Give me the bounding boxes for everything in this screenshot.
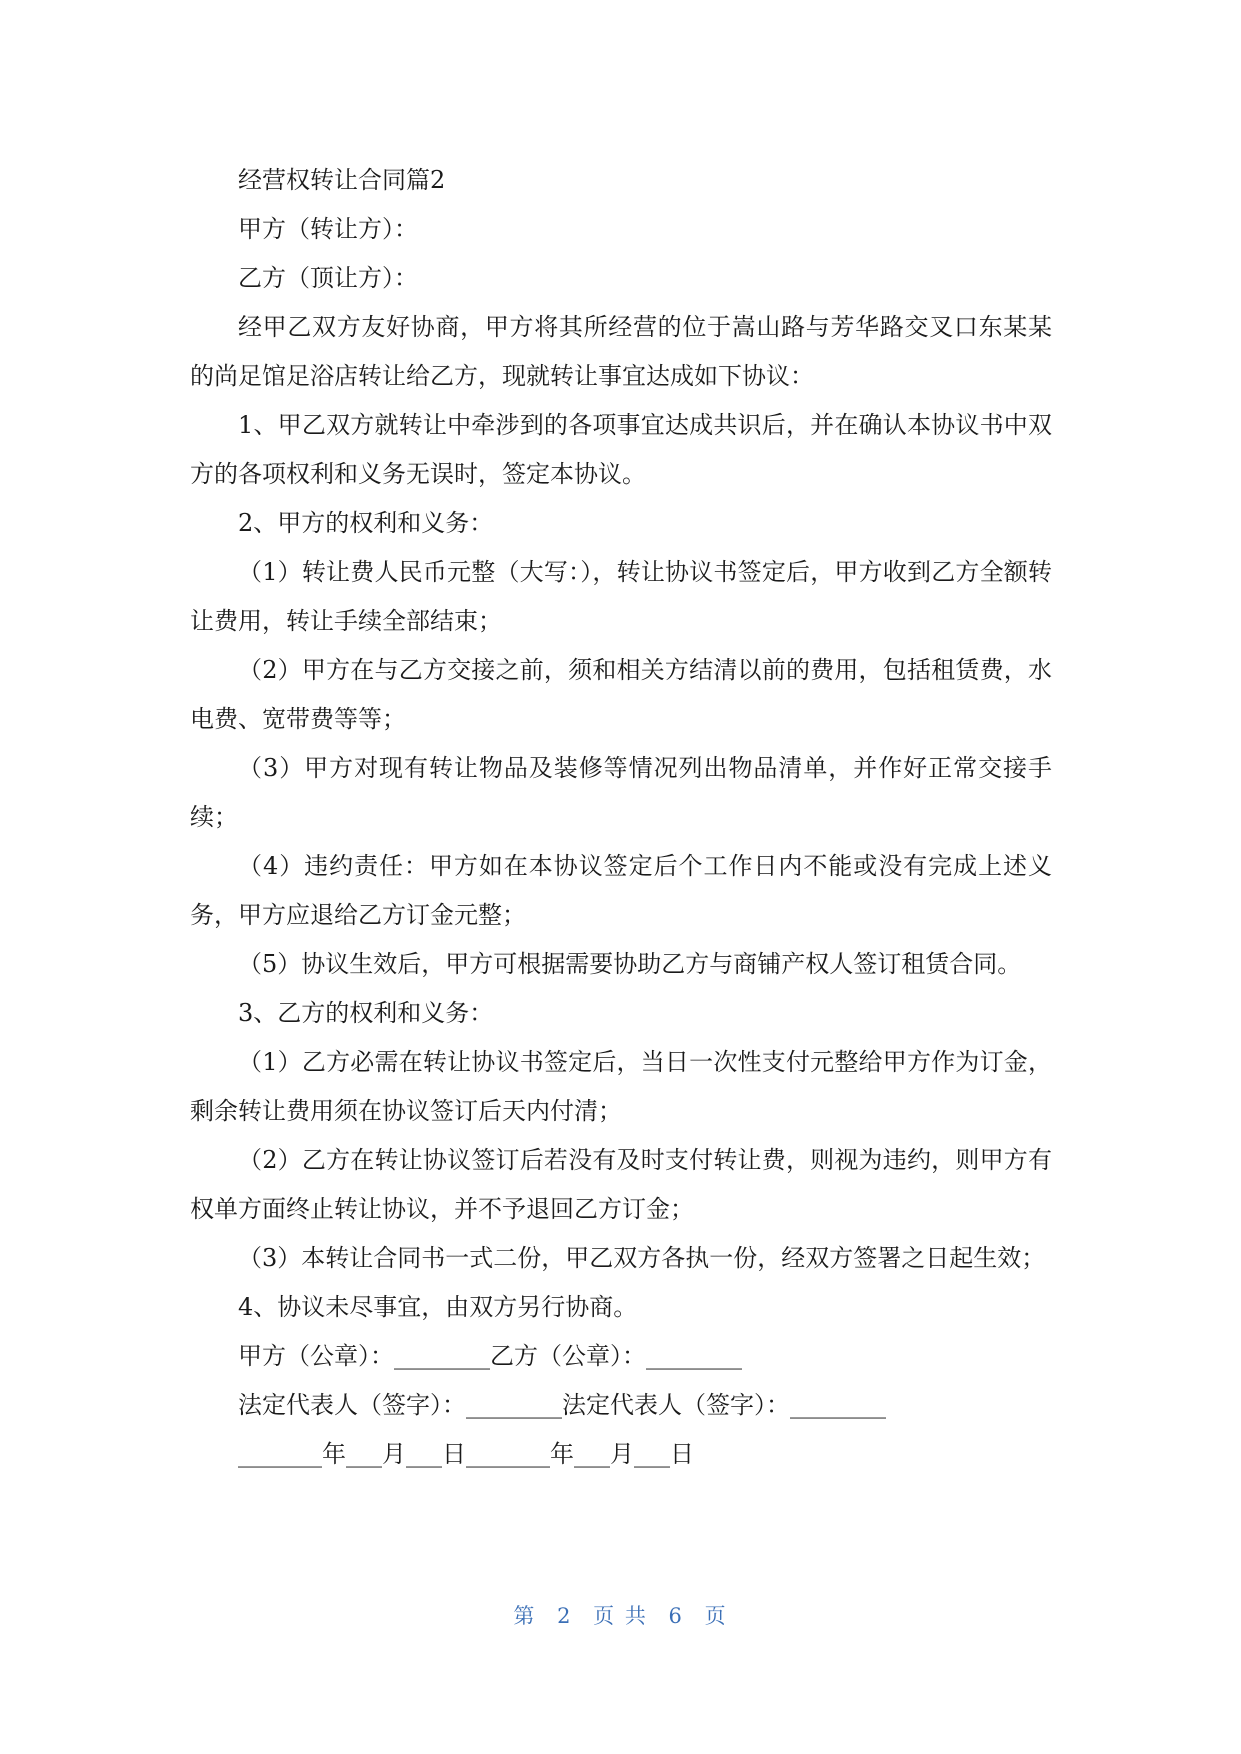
footer-total-pages: 6: [668, 1604, 684, 1628]
signature-date-line: _______年___月___日_______年___月___日: [238, 1440, 694, 1468]
clause-2-item-1: （1）转让费人民币元整（大写：），转让协议书签定后，甲方收到乙方全额转让费用，转让手续全部结束；: [190, 558, 1052, 635]
party-a-line: 甲方（转让方）：: [238, 215, 418, 243]
clause-3-item-3: （3）本转让合同书一式二份，甲乙双方各执一份，经双方签署之日起生效；: [238, 1244, 1046, 1272]
party-b-line: 乙方（顶让方）：: [238, 264, 418, 292]
intro-paragraph: 经甲乙双方友好协商，甲方将其所经营的位于嵩山路与芳华路交叉口东某某的尚足馆足浴店转让给乙方，现就转让事宜达成如下协议：: [190, 313, 1052, 390]
signature-seal-line: 甲方（公章）：________乙方（公章）：________: [238, 1342, 742, 1370]
clause-3-item-2: （2）乙方在转让协议签订后若没有及时支付转让费，则视为违约，则甲方有权单方面终止转让协议，并不予退回乙方订金；: [190, 1146, 1052, 1223]
clause-3-title: 3、乙方的权利和义务：: [238, 999, 494, 1027]
footer-label-ye: 页: [704, 1604, 728, 1628]
footer-current-page: 2: [557, 1604, 573, 1628]
clause-2-item-3: （3）甲方对现有转让物品及装修等情况列出物品清单，并作好正常交接手续；: [190, 754, 1052, 831]
clause-2-item-2: （2）甲方在与乙方交接之前，须和相关方结清以前的费用，包括租赁费，水电费、宽带费等等；: [190, 656, 1052, 733]
clause-2-title: 2、甲方的权利和义务：: [238, 509, 494, 537]
page-footer: [0, 1600, 1241, 1630]
document-body: [190, 156, 1052, 1479]
clause-1: 1、甲乙双方就转让中牵涉到的各项事宜达成共识后，并在确认本协议书中双方的各项权利和义务无误时，签定本协议。: [190, 411, 1052, 488]
clause-3-item-1: （1）乙方必需在转让协议书签定后，当日一次性支付元整给甲方作为订金，剩余转让费用须在协议签订后天内付清；: [190, 1048, 1052, 1125]
signature-representative-line: 法定代表人（签字）：________法定代表人（签字）：________: [238, 1391, 886, 1419]
clause-4: 4、协议未尽事宜，由双方另行协商。: [238, 1293, 638, 1321]
footer-label-ye-gong: 页 共: [593, 1604, 648, 1628]
clause-2-item-4: （4）违约责任：甲方如在本协议签定后个工作日内不能或没有完成上述义务，甲方应退给乙方订金元整；: [190, 852, 1052, 929]
footer-label-di: 第: [513, 1604, 537, 1628]
clause-2-item-5: （5）协议生效后，甲方可根据需要协助乙方与商铺产权人签订租赁合同。: [238, 950, 1022, 978]
document-title: 经营权转让合同篇2: [238, 166, 446, 194]
